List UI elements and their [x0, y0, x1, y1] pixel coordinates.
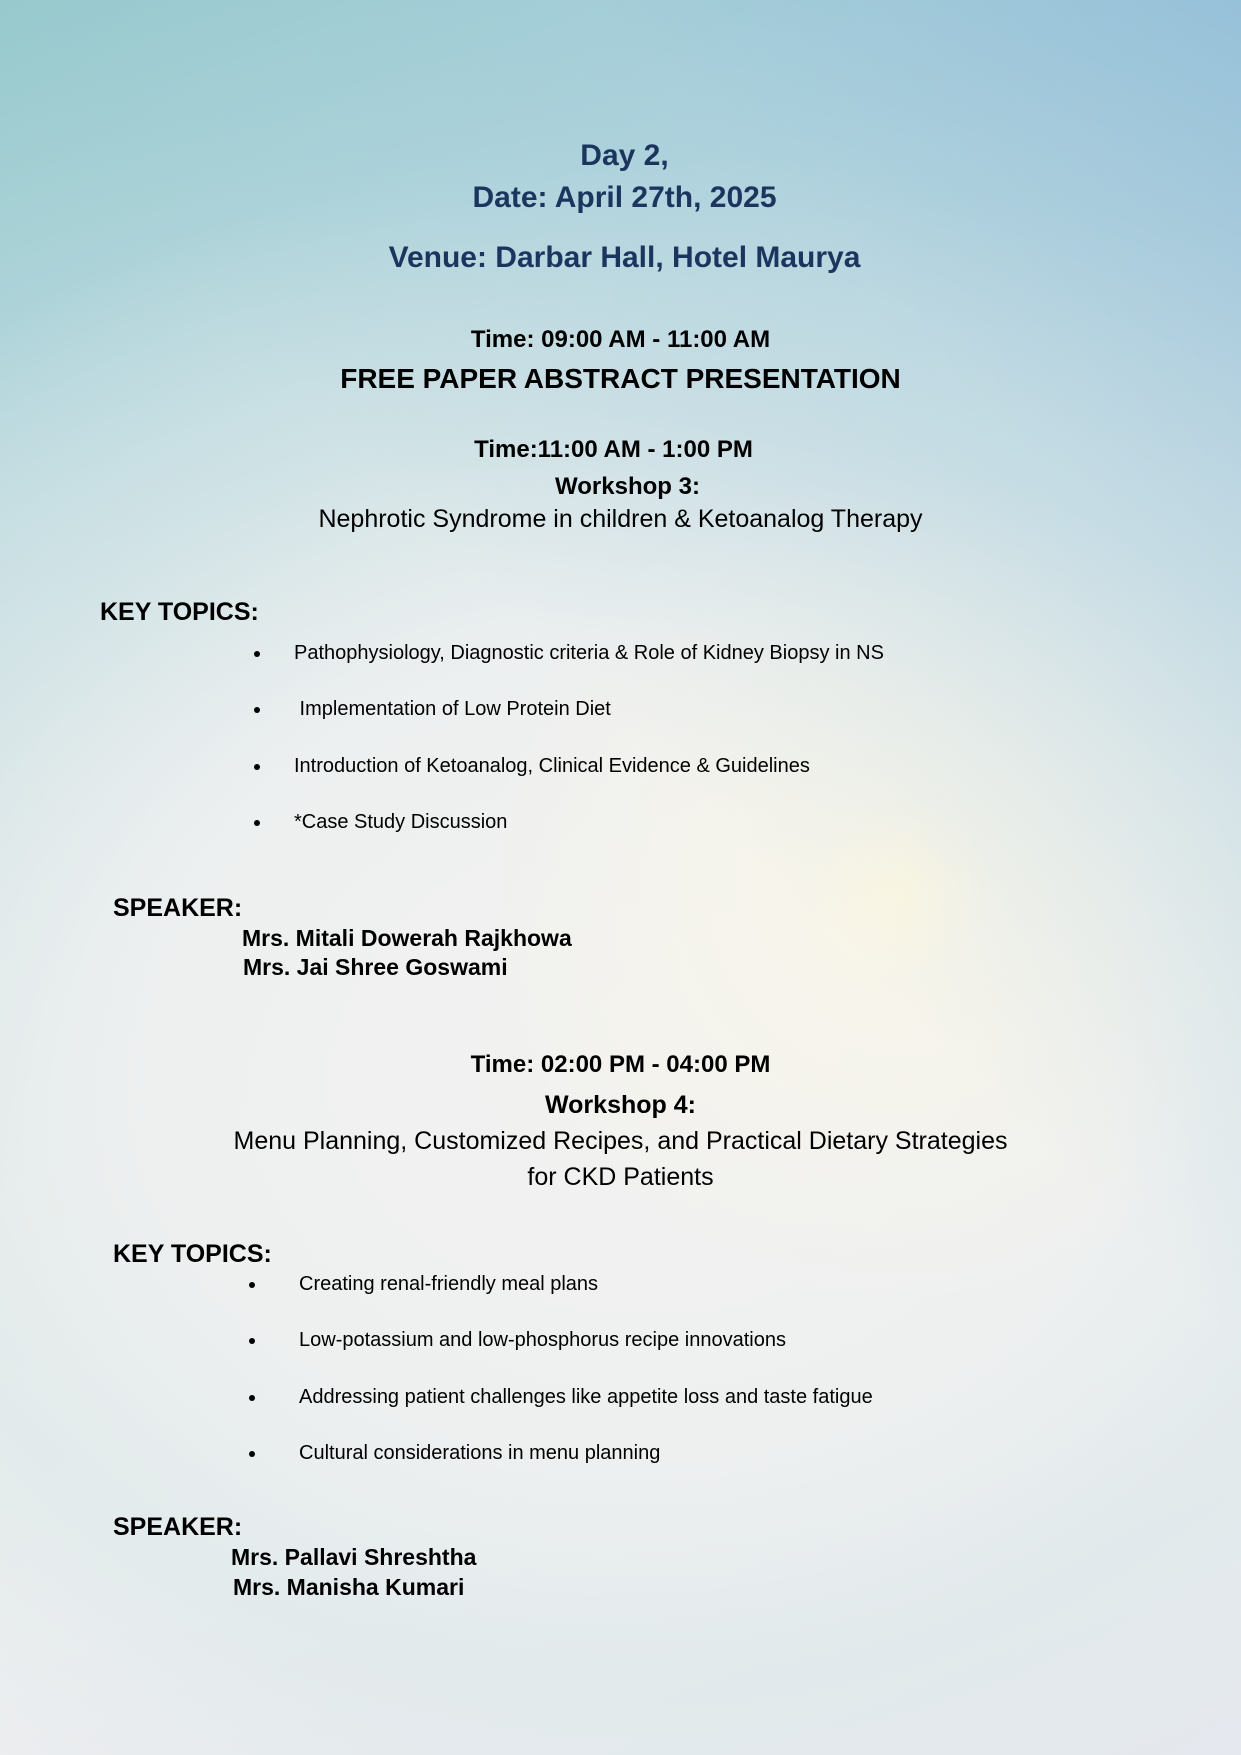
bullet-icon: [254, 707, 260, 713]
workshop3-topics-heading: KEY TOPICS:: [100, 598, 259, 626]
list-item: [274, 754, 884, 810]
workshop4-topics-heading: KEY TOPICS:: [113, 1240, 272, 1268]
workshop4-speaker-2: Mrs. Manisha Kumari: [233, 1574, 465, 1600]
bullet-icon: [249, 1451, 255, 1457]
topic-text: Low-potassium and low-phosphorus recipe innovations: [299, 1329, 786, 1352]
bullet-icon: [249, 1395, 255, 1401]
workshop4-subtitle-line2: for CKD Patients: [527, 1163, 714, 1191]
topic-text: Pathophysiology, Diagnostic criteria & Role of Kidney Biopsy in NS: [294, 642, 884, 664]
bullet-icon: [249, 1338, 255, 1344]
workshop3-speaker-heading: SPEAKER:: [113, 894, 243, 922]
workshop3-time: Time:11:00 AM - 1:00 PM: [474, 436, 753, 463]
bullet-icon: [249, 1282, 255, 1288]
session1-title: FREE PAPER ABSTRACT PRESENTATION: [340, 363, 901, 394]
workshop4-subtitle-line1: Menu Planning, Customized Recipes, and Practical Dietary Strategies: [233, 1127, 1008, 1155]
topic-text: Cultural considerations in menu planning: [299, 1442, 661, 1465]
workshop3-speaker-1: Mrs. Mitali Dowerah Rajkhowa: [242, 925, 572, 951]
workshop4-topics-list: [274, 1272, 873, 1498]
workshop3-topics-list: [274, 641, 884, 867]
workshop4-label: Workshop 4:: [545, 1091, 696, 1119]
date-heading: Date: April 27th, 2025: [472, 181, 777, 214]
list-item: [274, 810, 884, 866]
day-heading: Day 2,: [580, 139, 669, 172]
bullet-icon: [254, 651, 260, 657]
list-item: [274, 1385, 873, 1441]
workshop4-time: Time: 02:00 PM - 04:00 PM: [470, 1051, 771, 1078]
list-item: [274, 697, 884, 753]
topic-text: Introduction of Ketoanalog, Clinical Evidence & Guidelines: [294, 754, 810, 777]
workshop4-speaker-1: Mrs. Pallavi Shreshtha: [231, 1544, 477, 1570]
list-item: [274, 1272, 873, 1328]
list-item: [274, 1441, 873, 1497]
workshop4-speaker-heading: SPEAKER:: [113, 1513, 243, 1541]
topic-text: Creating renal-friendly meal plans: [299, 1273, 599, 1295]
venue-heading: Venue: Darbar Hall, Hotel Maurya: [388, 241, 861, 274]
workshop3-label: Workshop 3:: [555, 473, 700, 500]
list-item: [274, 641, 884, 697]
session1-time: Time: 09:00 AM - 11:00 AM: [470, 326, 771, 353]
bullet-icon: [254, 764, 260, 770]
list-item: [274, 1328, 873, 1384]
workshop3-speaker-2: Mrs. Jai Shree Goswami: [243, 954, 508, 980]
workshop3-subtitle: Nephrotic Syndrome in children & Ketoanalog Therapy: [318, 505, 923, 533]
topic-text: *Case Study Discussion: [294, 811, 508, 834]
bullet-icon: [254, 820, 260, 826]
topic-text: Implementation of Low Protein Diet: [294, 698, 611, 721]
topic-text: Addressing patient challenges like appetite loss and taste fatigue: [299, 1385, 873, 1408]
